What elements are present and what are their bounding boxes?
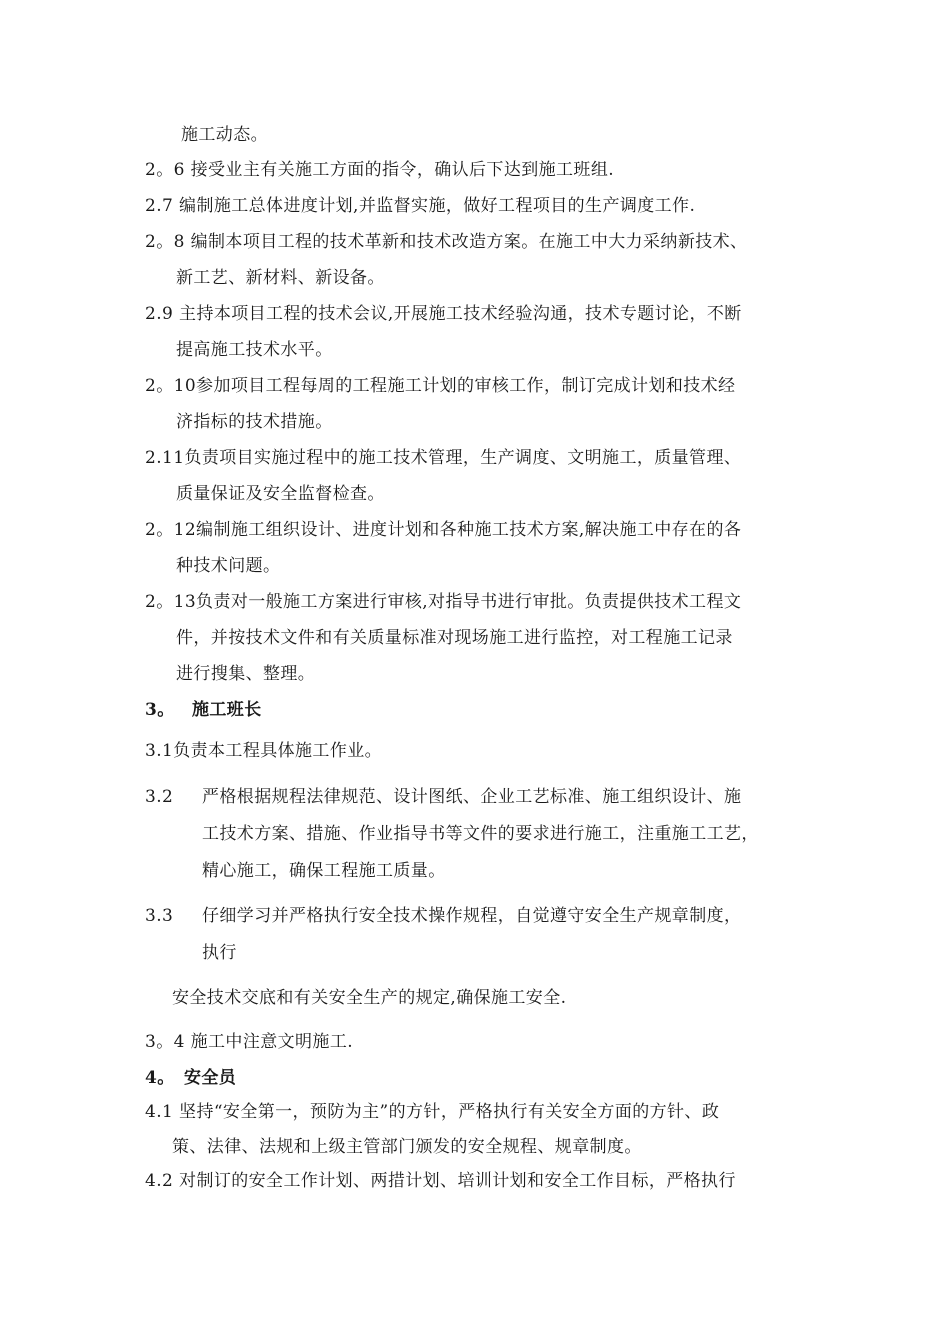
text-line: 2.7 编制施工总体进度计划,并监督实施，做好工程项目的生产调度工作.	[145, 196, 696, 216]
text-line: 3.1负责本工程具体施工作业。	[145, 741, 383, 761]
section-number: 3。	[145, 700, 175, 720]
text-line: 4.2 对制订的安全工作计划、两措计划、培训计划和安全工作目标，严格执行	[145, 1171, 736, 1191]
text-line: 济指标的技术措施。	[176, 412, 333, 432]
text-line: 施工动态。	[181, 125, 268, 145]
text-line: 2。13负责对一般施工方案进行审核,对指导书进行审批。负责提供技术工程文	[145, 592, 742, 612]
text-line: 执行	[202, 943, 237, 963]
item-number: 3.2	[145, 787, 174, 807]
text-line: 提高施工技术水平。	[176, 340, 333, 360]
text-line: 质量保证及安全监督检查。	[176, 484, 385, 504]
text-line: 严格根据规程法律规范、设计图纸、企业工艺标准、施工组织设计、施	[202, 787, 742, 807]
text-line: 工技术方案、措施、作业指导书等文件的要求进行施工，注重施工工艺，	[202, 824, 759, 844]
item-number: 3.3	[145, 906, 174, 926]
text-line: 种技术问题。	[176, 556, 281, 576]
text-line: 2.9 主持本项目工程的技术会议,开展施工技术经验沟通，技术专题讨论，不断	[145, 304, 742, 324]
text-line: 4.1 坚持“安全第一，预防为主”的方针，严格执行有关安全方面的方针、政	[145, 1102, 720, 1122]
section-number: 4。	[145, 1068, 175, 1088]
text-line: 3。4 施工中注意文明施工.	[145, 1032, 354, 1052]
text-line: 2。8 编制本项目工程的技术革新和技术改造方案。在施工中大力采纳新技术、	[145, 232, 748, 252]
text-line: 进行搜集、整理。	[176, 664, 316, 684]
text-line: 精心施工，确保工程施工质量。	[202, 861, 446, 881]
text-line: 安全技术交底和有关安全生产的规定,确保施工安全.	[172, 988, 567, 1008]
text-line: 件，并按技术文件和有关质量标准对现场施工进行监控，对工程施工记录	[176, 628, 733, 648]
section-heading: 安全员	[184, 1068, 237, 1088]
text-line: 策、法律、法规和上级主管部门颁发的安全规程、规章制度。	[172, 1137, 642, 1157]
text-line: 新工艺、新材料、新设备。	[176, 268, 385, 288]
text-line: 2.11负责项目实施过程中的施工技术管理，生产调度、文明施工，质量管理、	[145, 448, 742, 468]
text-line: 2。12编制施工组织设计、进度计划和各种施工技术方案,解决施工中存在的各	[145, 520, 742, 540]
text-line: 2。10参加项目工程每周的工程施工计划的审核工作，制订完成计划和技术经	[145, 376, 736, 396]
text-line: 仔细学习并严格执行安全技术操作规程，自觉遵守安全生产规章制度，	[202, 906, 742, 926]
section-heading: 施工班长	[192, 700, 262, 720]
text-line: 2。6 接受业主有关施工方面的指令，确认后下达到施工班组.	[145, 160, 615, 180]
